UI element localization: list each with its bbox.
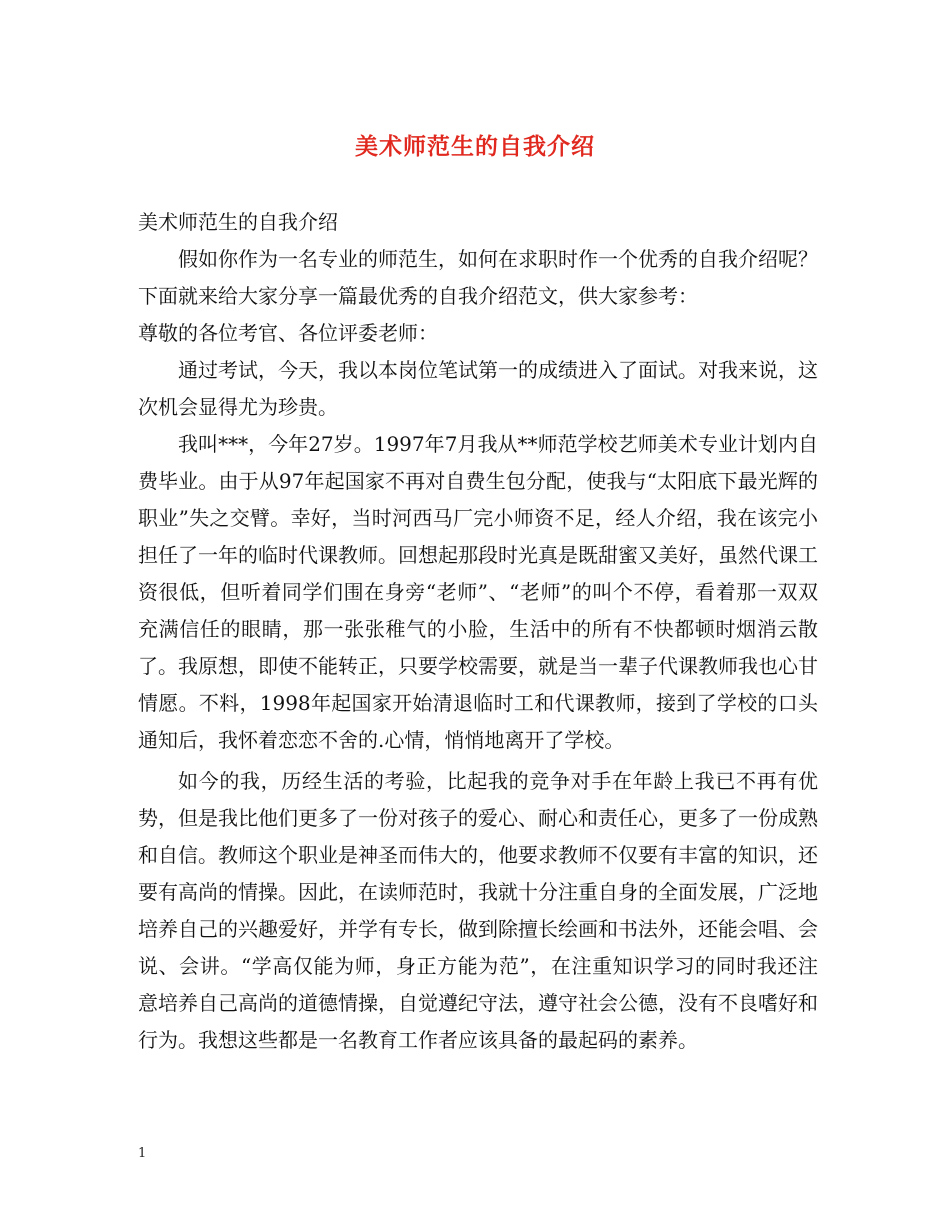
document-body bbox=[138, 204, 818, 1059]
paragraph: 美术师范生的自我介绍 bbox=[138, 210, 338, 234]
paragraph: 尊敬的各位考官、各位评委老师： bbox=[138, 321, 438, 345]
paragraph: 通过考试，今天，我以本岗位笔试第一的成绩进入了面试。对我来说，这次机会显得尤为珍贵。 bbox=[138, 358, 818, 419]
document-title: 美术师范生的自我介绍 bbox=[355, 133, 595, 160]
page-number: 1 bbox=[138, 1146, 147, 1161]
paragraph: 如今的我，历经生活的考验，比起我的竞争对手在年龄上我已不再有优势，但是我比他们更多了一份对孩子的爱心、耐心和责任心，更多了一份成熟和自信。教师这个职业是神圣而伟大的，他要求教师不仅要有丰富的知识，还要有高尚的情操。因此，在读师范时，我就十分注重自身的全面发展，广泛地培养自己的兴趣爱好，并学有专长，做到除擅长绘画和书法外，还能会唱、会说、会讲。“学高仅能为师，身正方能为范”，在注重知识学习的同时我还注意培养自己高尚的道德情操，自觉遵纪守法，遵守社会公德，没有不良嗜好和行为。我想这些都是一名教育工作者应该具备的最起码的素养。 bbox=[138, 769, 818, 1052]
paragraph: 假如你作为一名专业的师范生，如何在求职时作一个优秀的自我介绍呢？下面就来给大家分享一篇最优秀的自我介绍范文，供大家参考： bbox=[138, 247, 818, 308]
paragraph: 我叫***，今年27岁。1997年7月我从**师范学校艺师美术专业计划内自费毕业。由于从97年起国家不再对自费生包分配，使我与“太阳底下最光辉的职业”失之交臂。幸好，当时河西马厂完小师资不足，经人介绍，我在该完小担任了一年的临时代课教师。回想起那段时光真是既甜蜜又美好，虽然代课工资很低，但听着同学们围在身旁“老师”、“老师”的叫个不停，看着那一双双充满信任的眼睛，那一张张稚气的小脸，生活中的所有不快都顿时烟消云散了。我原想，即使不能转正，只要学校需要，就是当一辈子代课教师我也心甘情愿。不料，1998年起国家开始清退临时工和代课教师，接到了学校的口头通知后，我怀着恋恋不舍的.心情，悄悄地离开了学校。 bbox=[138, 432, 818, 752]
